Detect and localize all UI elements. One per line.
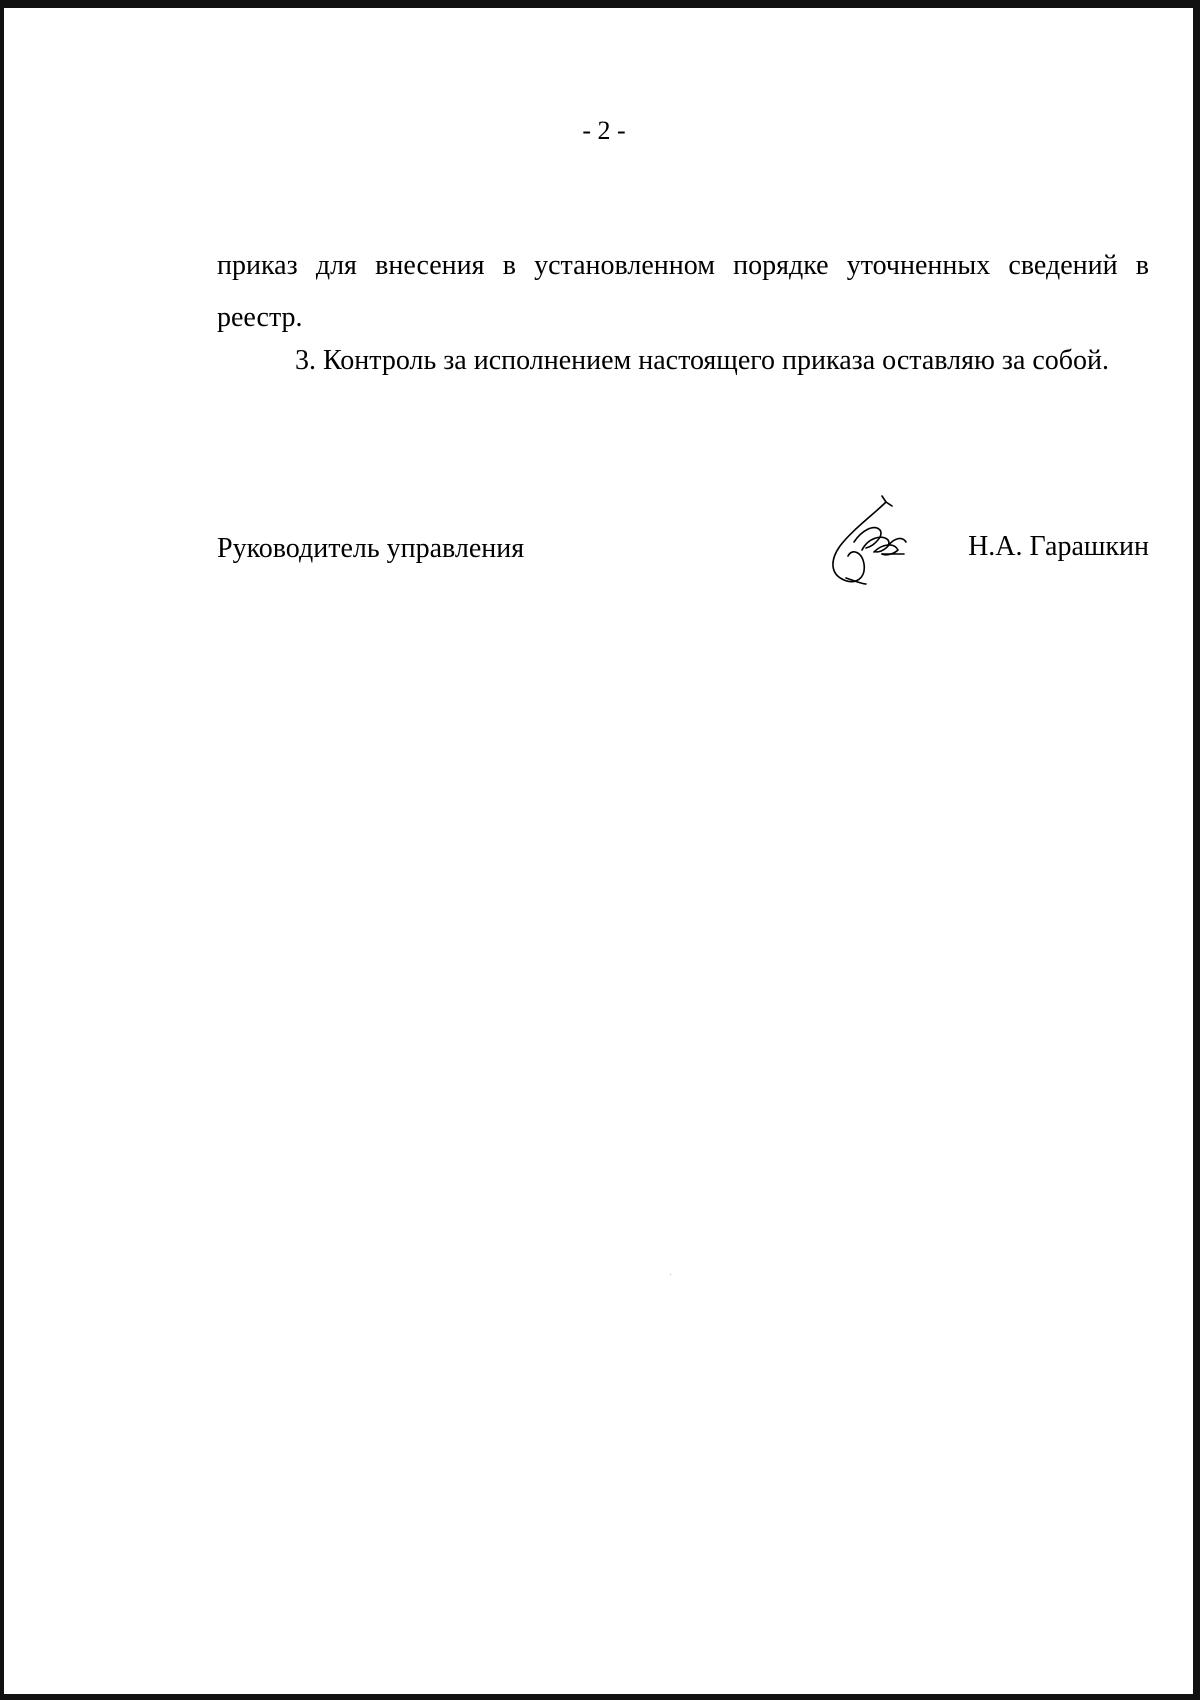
paragraph-3: 3. Контроль за исполнением настоящего приказа оставляю за собой. — [295, 345, 1110, 376]
signer-name: Н.А. Гарашкин — [968, 531, 1149, 562]
handwritten-signature — [822, 494, 912, 586]
signer-position: Руководитель управления — [217, 533, 525, 564]
page-number: - 2 - — [582, 116, 626, 145]
signature-block — [217, 488, 1149, 588]
scan-speck — [670, 1274, 671, 1275]
paragraph-continued: приказ для внесения в установленном порядке уточненных сведений в реестр. — [217, 250, 1149, 333]
